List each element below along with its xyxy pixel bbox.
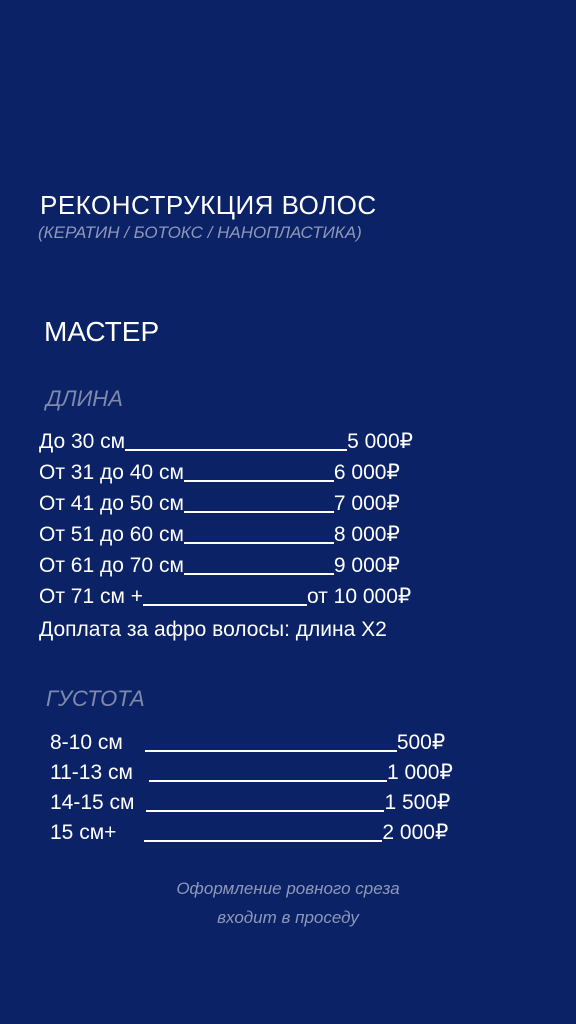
density-heading: ГУСТОТА <box>46 686 145 711</box>
row-label: От 31 до 40 см <box>39 461 184 484</box>
price-row <box>50 730 445 755</box>
leader-line <box>184 511 334 513</box>
row-label: До 30 см <box>39 430 126 453</box>
row-label: От 51 до 60 см <box>39 523 184 546</box>
leader-line <box>149 780 387 782</box>
row-price: 5 000₽ <box>347 430 414 453</box>
row-label: От 41 до 50 см <box>39 492 184 515</box>
price-row <box>50 760 453 785</box>
row-price: 1 500₽ <box>384 791 451 814</box>
leader-line <box>125 449 347 451</box>
length-heading: ДЛИНА <box>46 386 123 411</box>
row-price: 9 000₽ <box>333 554 400 577</box>
leader-line <box>144 840 382 842</box>
page-subtitle: (КЕРАТИН / БОТОКС / НАНОПЛАСТИКА) <box>38 223 362 242</box>
row-price: 7 000₽ <box>333 492 400 515</box>
price-row <box>39 460 400 485</box>
row-price: 500₽ <box>396 731 446 754</box>
price-row <box>39 584 411 609</box>
row-price: 6 000₽ <box>333 461 400 484</box>
leader-line <box>143 604 307 606</box>
afro-note: Доплата за афро волосы: длина Х2 <box>39 618 387 641</box>
leader-line <box>146 810 384 812</box>
leader-line <box>145 750 397 752</box>
price-row <box>39 491 400 516</box>
row-label: От 71 см + <box>39 585 144 608</box>
row-label: От 61 до 70 см <box>39 554 184 577</box>
price-row <box>39 522 400 547</box>
row-label: 8-10 см <box>50 731 123 754</box>
price-row <box>50 790 450 815</box>
leader-line <box>184 542 334 544</box>
row-price: 8 000₽ <box>333 523 400 546</box>
row-price: 2 000₽ <box>382 821 449 844</box>
page-title: РЕКОНСТРУКЦИЯ ВОЛОС <box>40 190 377 220</box>
row-price: от 10 000₽ <box>307 585 412 608</box>
footer-line-1: Оформление ровного среза <box>176 879 400 898</box>
row-label: 15 см+ <box>50 821 117 844</box>
row-price: 1 000₽ <box>386 761 453 784</box>
leader-line <box>184 573 334 575</box>
master-heading: МАСТЕР <box>44 316 160 347</box>
price-row <box>39 429 413 454</box>
leader-line <box>184 480 334 482</box>
row-label: 14-15 см <box>50 791 135 814</box>
price-row <box>50 820 448 845</box>
price-row <box>39 553 400 578</box>
footer-line-2: входит в проседу <box>217 908 359 927</box>
row-label: 11-13 см <box>50 761 133 784</box>
footer-note <box>0 874 576 932</box>
